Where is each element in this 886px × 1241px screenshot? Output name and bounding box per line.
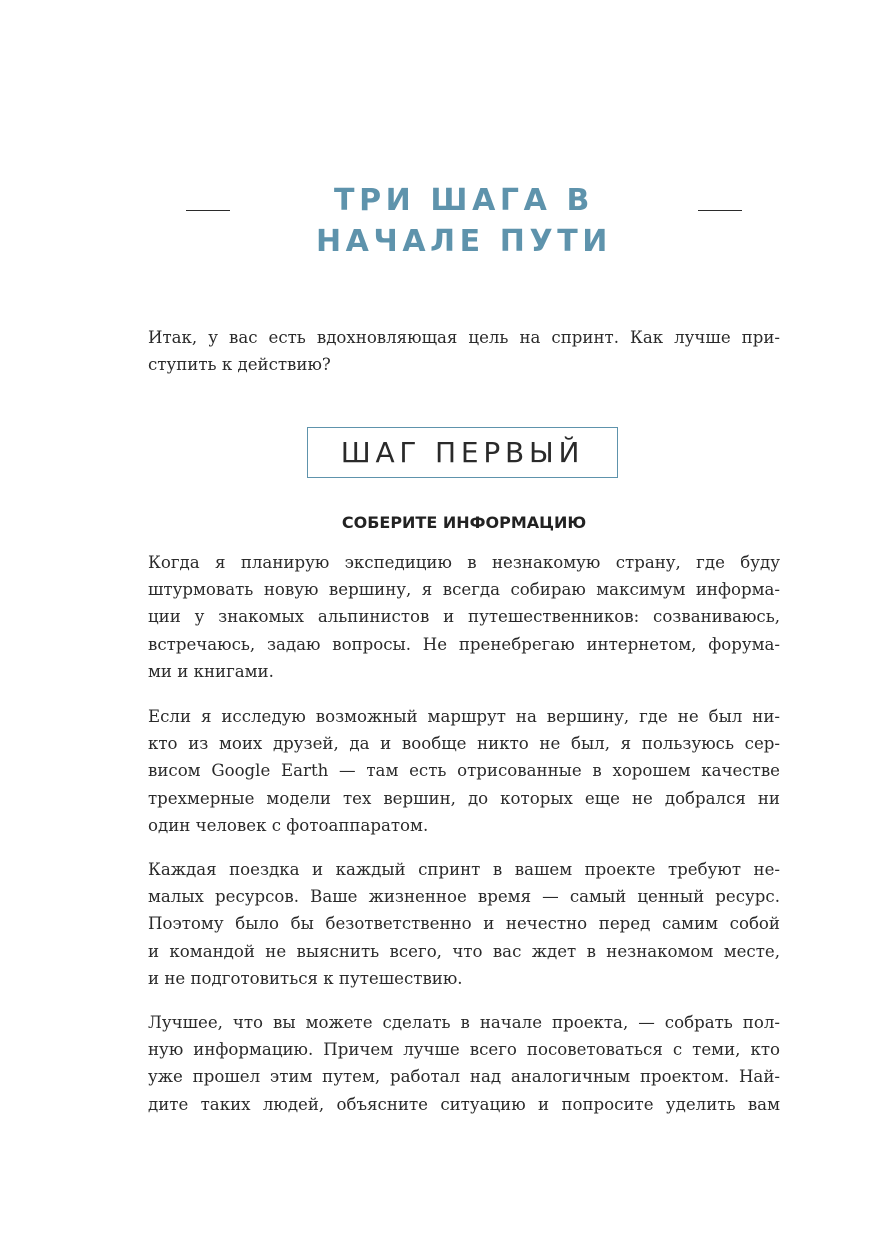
text-line: ции у знакомых альпинистов и путешественников: созваниваюсь, [148, 607, 780, 627]
step-title-box [307, 427, 618, 478]
text-line: Поэтому было бы безответственно и нечестно перед самим собой [148, 914, 780, 934]
text-line: трехмерные модели тех вершин, до которых еще не добрался ни [148, 788, 780, 808]
text-line: и командой не выяснить всего, что вас ждет в незнакомом месте, [148, 941, 780, 961]
text-line: Итак, у вас есть вдохновляющая цель на спринт. Как лучше при- [148, 328, 780, 347]
text-line: один человек с фотоаппаратом. [148, 815, 429, 835]
text-line: и не подготовиться к путешествию. [148, 968, 463, 988]
text-line: ми и книгами. [148, 661, 274, 681]
text-line: висом Google Earth — там есть отрисованные в хорошем качестве [148, 761, 780, 781]
text-line: дите таких людей, объясните ситуацию и попросите уделить вам [148, 1094, 780, 1114]
heading-rule-left [186, 210, 230, 211]
paragraph-1 [148, 549, 780, 685]
text-line: уже прошел этим путем, работал над аналогичным проектом. Най- [148, 1067, 780, 1087]
paragraph-4 [148, 1009, 780, 1118]
step-subtitle: СОБЕРИТЕ ИНФОРМАЦИЮ [341, 513, 587, 532]
text-line: Если я исследую возможный маршрут на вершину, где не был ни- [148, 707, 780, 726]
text-line: ную информацию. Причем лучше всего посоветоваться с теми, кто [148, 1040, 780, 1060]
text-line: штурмовать новую вершину, я всегда собираю максимум информа- [148, 580, 780, 600]
chapter-heading [148, 180, 780, 262]
text-line: малых ресурсов. Ваше жизненное время — самый ценный ресурс. [148, 887, 780, 907]
text-line: Когда я планирую экспедицию в незнакомую страну, где буду [148, 553, 780, 572]
text-line: ступить к действию? [148, 355, 331, 375]
text-line: встречаюсь, задаю вопросы. Не пренебрегаю интернетом, форума- [148, 634, 780, 654]
paragraph-2 [148, 703, 780, 839]
text-line: Каждая поездка и каждый спринт в вашем проекте требуют не- [148, 860, 780, 879]
chapter-title: ТРИ ШАГА В НАЧАЛЕ ПУТИ [315, 183, 613, 259]
text-line: Лучшее, что вы можете сделать в начале проекта, — собрать пол- [148, 1013, 780, 1032]
paragraph-3 [148, 856, 780, 992]
text-line: кто из моих друзей, да и вообще никто не был, я пользуюсь сер- [148, 734, 780, 754]
step-title: ШАГ ПЕРВЫЙ [340, 436, 585, 469]
heading-rule-right [698, 210, 742, 211]
intro-paragraph [148, 324, 780, 378]
